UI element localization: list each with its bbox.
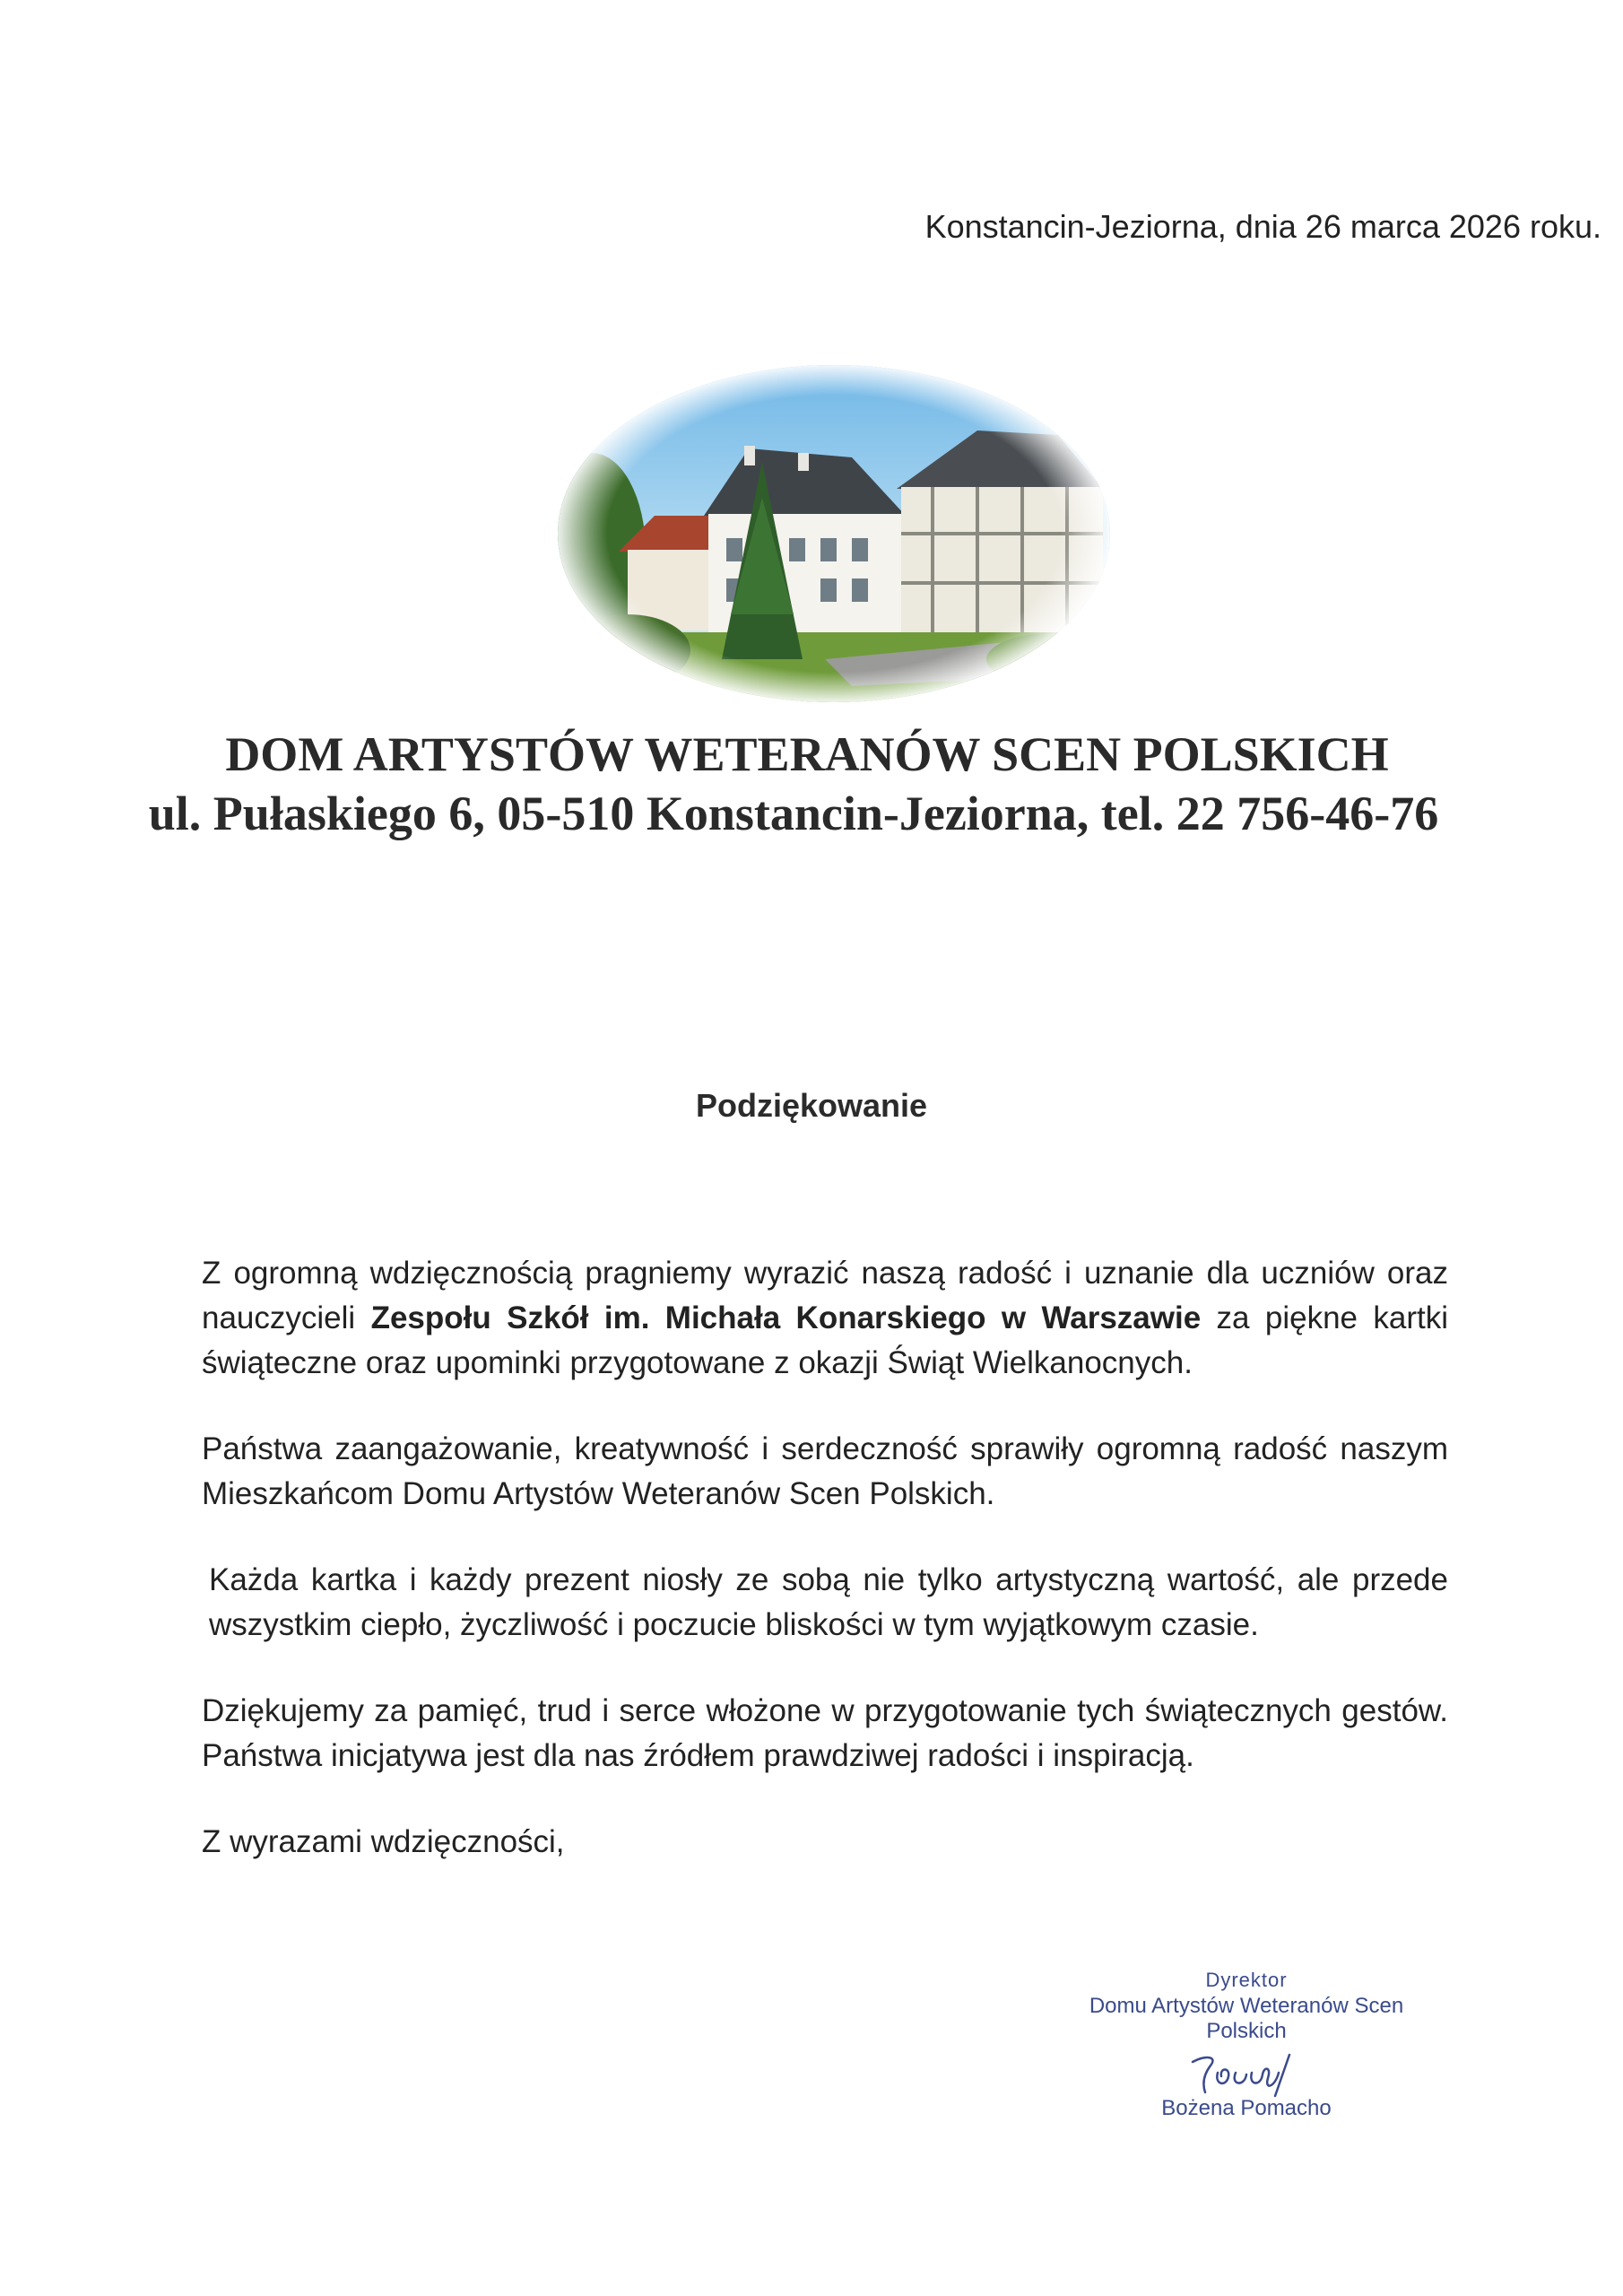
paragraph-2: Państwa zaangażowanie, kreatywność i serdeczność sprawiły ogromną radość naszym Mieszkańcom Domu Artystów Weteranów Scen Polskich. [202, 1431, 1448, 1511]
organization-address: ul. Pułaskiego 6, 05-510 Konstancin-Jeziorna, tel. 22 756-46-76 [148, 787, 1439, 840]
paragraph-1-text-start: Z ogromną wdzięcznością pragniemy wyrazić naszą radość i uznanie dla uczniów oraz nauczycieli [202, 1256, 1448, 1335]
signature-role: Dyrektor [1205, 1969, 1288, 1991]
school-name: Zespołu Szkół im. Michała Konarskiego w Warszawie [370, 1300, 1202, 1335]
date-line: Konstancin-Jeziorna, dnia 26 marca 2026 roku. [924, 208, 1601, 245]
signature-organization: Domu Artystów Weteranów Scen Polskich [1089, 1994, 1404, 2043]
signature-stamp [1049, 1969, 1444, 2121]
building-photo-icon [556, 363, 1112, 704]
letter-body [202, 1251, 1448, 1906]
paragraph-1 [202, 1251, 1448, 1386]
letterhead [0, 726, 1623, 841]
signature-name: Bożena Pomacho [1161, 2096, 1332, 2120]
organization-name: DOM ARTYSTÓW WETERANÓW SCEN POLSKICH [225, 727, 1389, 781]
handwritten-signature-icon [1175, 2046, 1318, 2100]
paragraph-3: Każda kartka i każdy prezent niosły ze sobą nie tylko artystyczną wartość, ale przede wszystkim ciepło, życzliwość i poczucie bliskości w tym wyjątkowym czasie. [209, 1562, 1448, 1642]
document-title: Podziękowanie [695, 1087, 928, 1124]
closing-line: Z wyrazami wdzięczności, [202, 1824, 565, 1859]
paragraph-1-text-end: za piękne kartki świąteczne oraz upominki przygotowane z okazji Świąt Wielkanocnych. [202, 1300, 1448, 1380]
paragraph-4: Dziękujemy za pamięć, trud i serce włożone w przygotowanie tych świątecznych gestów. Państwa inicjatywa jest dla nas źródłem prawdziwej radości i inspiracją. [202, 1693, 1448, 1773]
